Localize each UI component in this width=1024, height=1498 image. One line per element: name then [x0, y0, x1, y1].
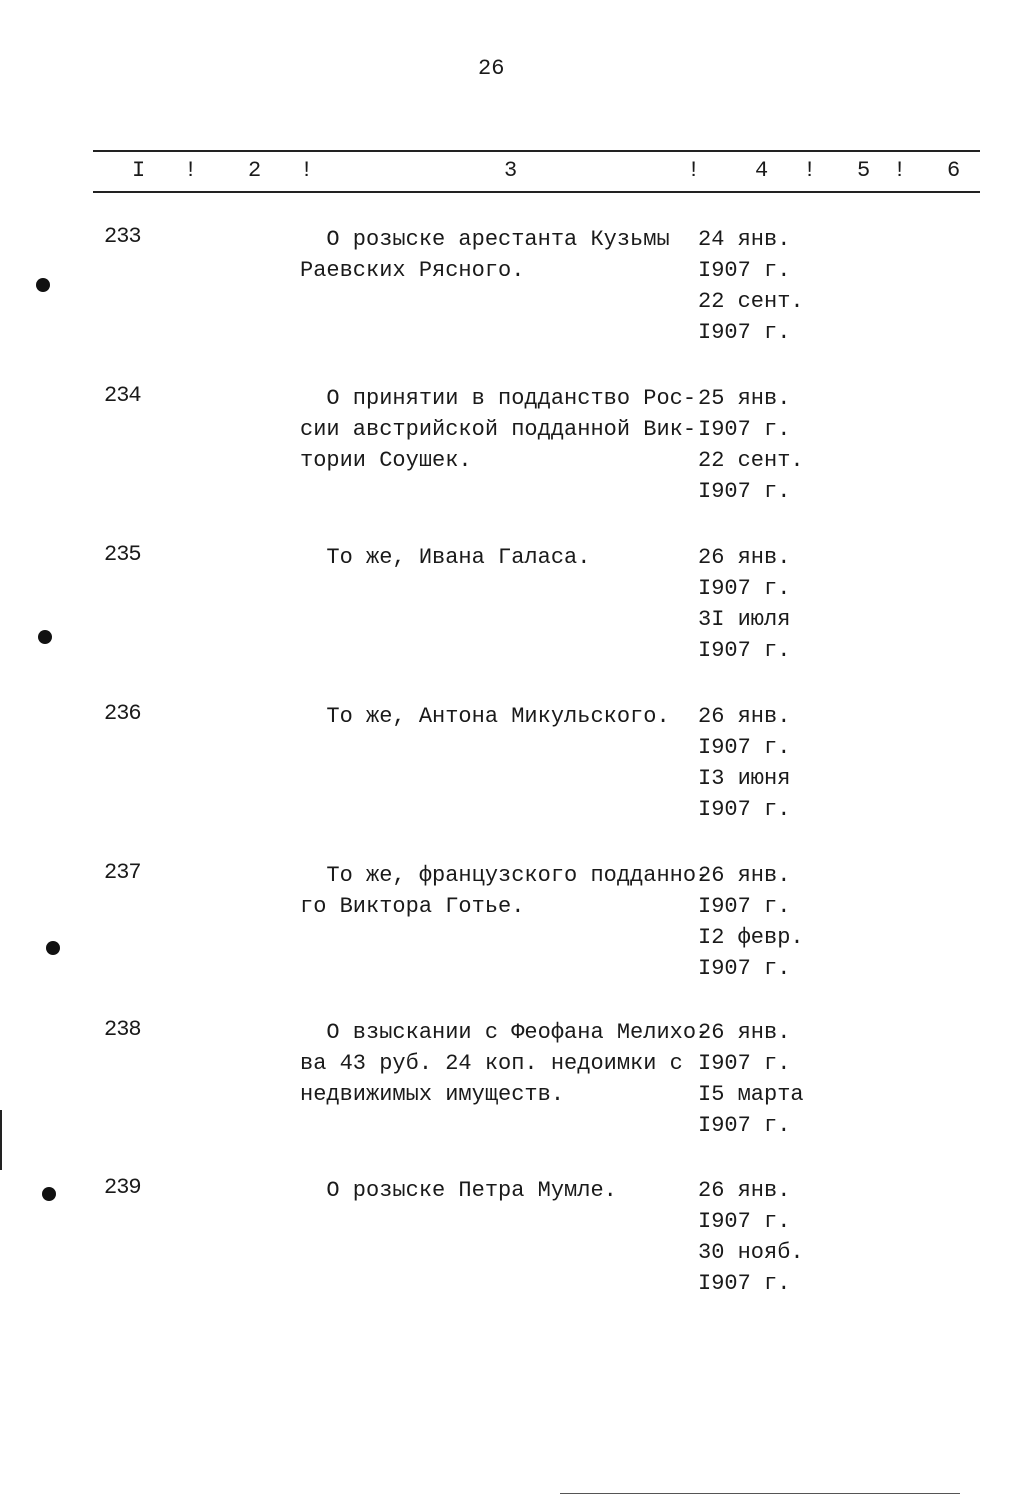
- row-dates: 26 янв. I907 г. 3I июля I907 г.: [698, 545, 791, 663]
- row-dates: 26 янв. I907 г. I5 марта I907 г.: [698, 1020, 804, 1138]
- punch-hole-mark: [36, 278, 50, 292]
- scan-bottom-line: [560, 1493, 960, 1494]
- page-number: 26: [478, 56, 505, 81]
- row-number: 236: [104, 701, 141, 726]
- header-col-4: 4: [755, 158, 769, 183]
- header-separator: !: [803, 158, 817, 183]
- header-col-2: 2: [248, 158, 262, 183]
- punch-hole-mark: [38, 630, 52, 644]
- row-title: То же, Ивана Галаса.: [300, 545, 591, 570]
- row-dates: 26 янв. I907 г. I3 июня I907 г.: [698, 704, 791, 822]
- header-col-6: 6: [947, 158, 961, 183]
- header-col-5: 5: [857, 158, 871, 183]
- row-title: О взыскании с Феофана Мелихо- ва 43 руб. 24 коп. недоимки с недвижимых имуществ.: [300, 1020, 710, 1107]
- row-number: 233: [104, 224, 141, 249]
- row-title: То же, Антона Микульского.: [300, 704, 670, 729]
- row-number: 237: [104, 860, 141, 885]
- row-dates: 24 янв. I907 г. 22 сент. I907 г.: [698, 227, 804, 345]
- table-top-rule: [93, 150, 980, 152]
- table-header-rule: [93, 191, 980, 193]
- row-title: О принятии в подданство Рос- сии австрийской подданной Вик- тории Соушек.: [300, 386, 697, 473]
- row-dates: 26 янв. I907 г. I2 февр. I907 г.: [698, 863, 804, 981]
- header-separator: !: [687, 158, 701, 183]
- row-dates: 26 янв. I907 г. 30 нояб. I907 г.: [698, 1178, 804, 1296]
- row-number: 239: [104, 1175, 141, 1200]
- row-number: 235: [104, 542, 141, 567]
- row-title: То же, французского подданно- го Виктора Готье.: [300, 863, 710, 919]
- row-title: О розыске Петра Мумле.: [300, 1178, 617, 1203]
- header-separator: !: [184, 158, 198, 183]
- punch-hole-mark: [46, 941, 60, 955]
- row-number: 234: [104, 383, 141, 408]
- row-title: О розыске арестанта Кузьмы Раевских Рясного.: [300, 227, 670, 283]
- header-col-1: I: [132, 158, 146, 183]
- header-separator: !: [300, 158, 314, 183]
- scan-edge-line: [0, 1110, 2, 1170]
- row-dates: 25 янв. I907 г. 22 сент. I907 г.: [698, 386, 804, 504]
- punch-hole-mark: [42, 1187, 56, 1201]
- row-number: 238: [104, 1017, 141, 1042]
- header-separator: !: [893, 158, 907, 183]
- header-col-3: 3: [504, 158, 518, 183]
